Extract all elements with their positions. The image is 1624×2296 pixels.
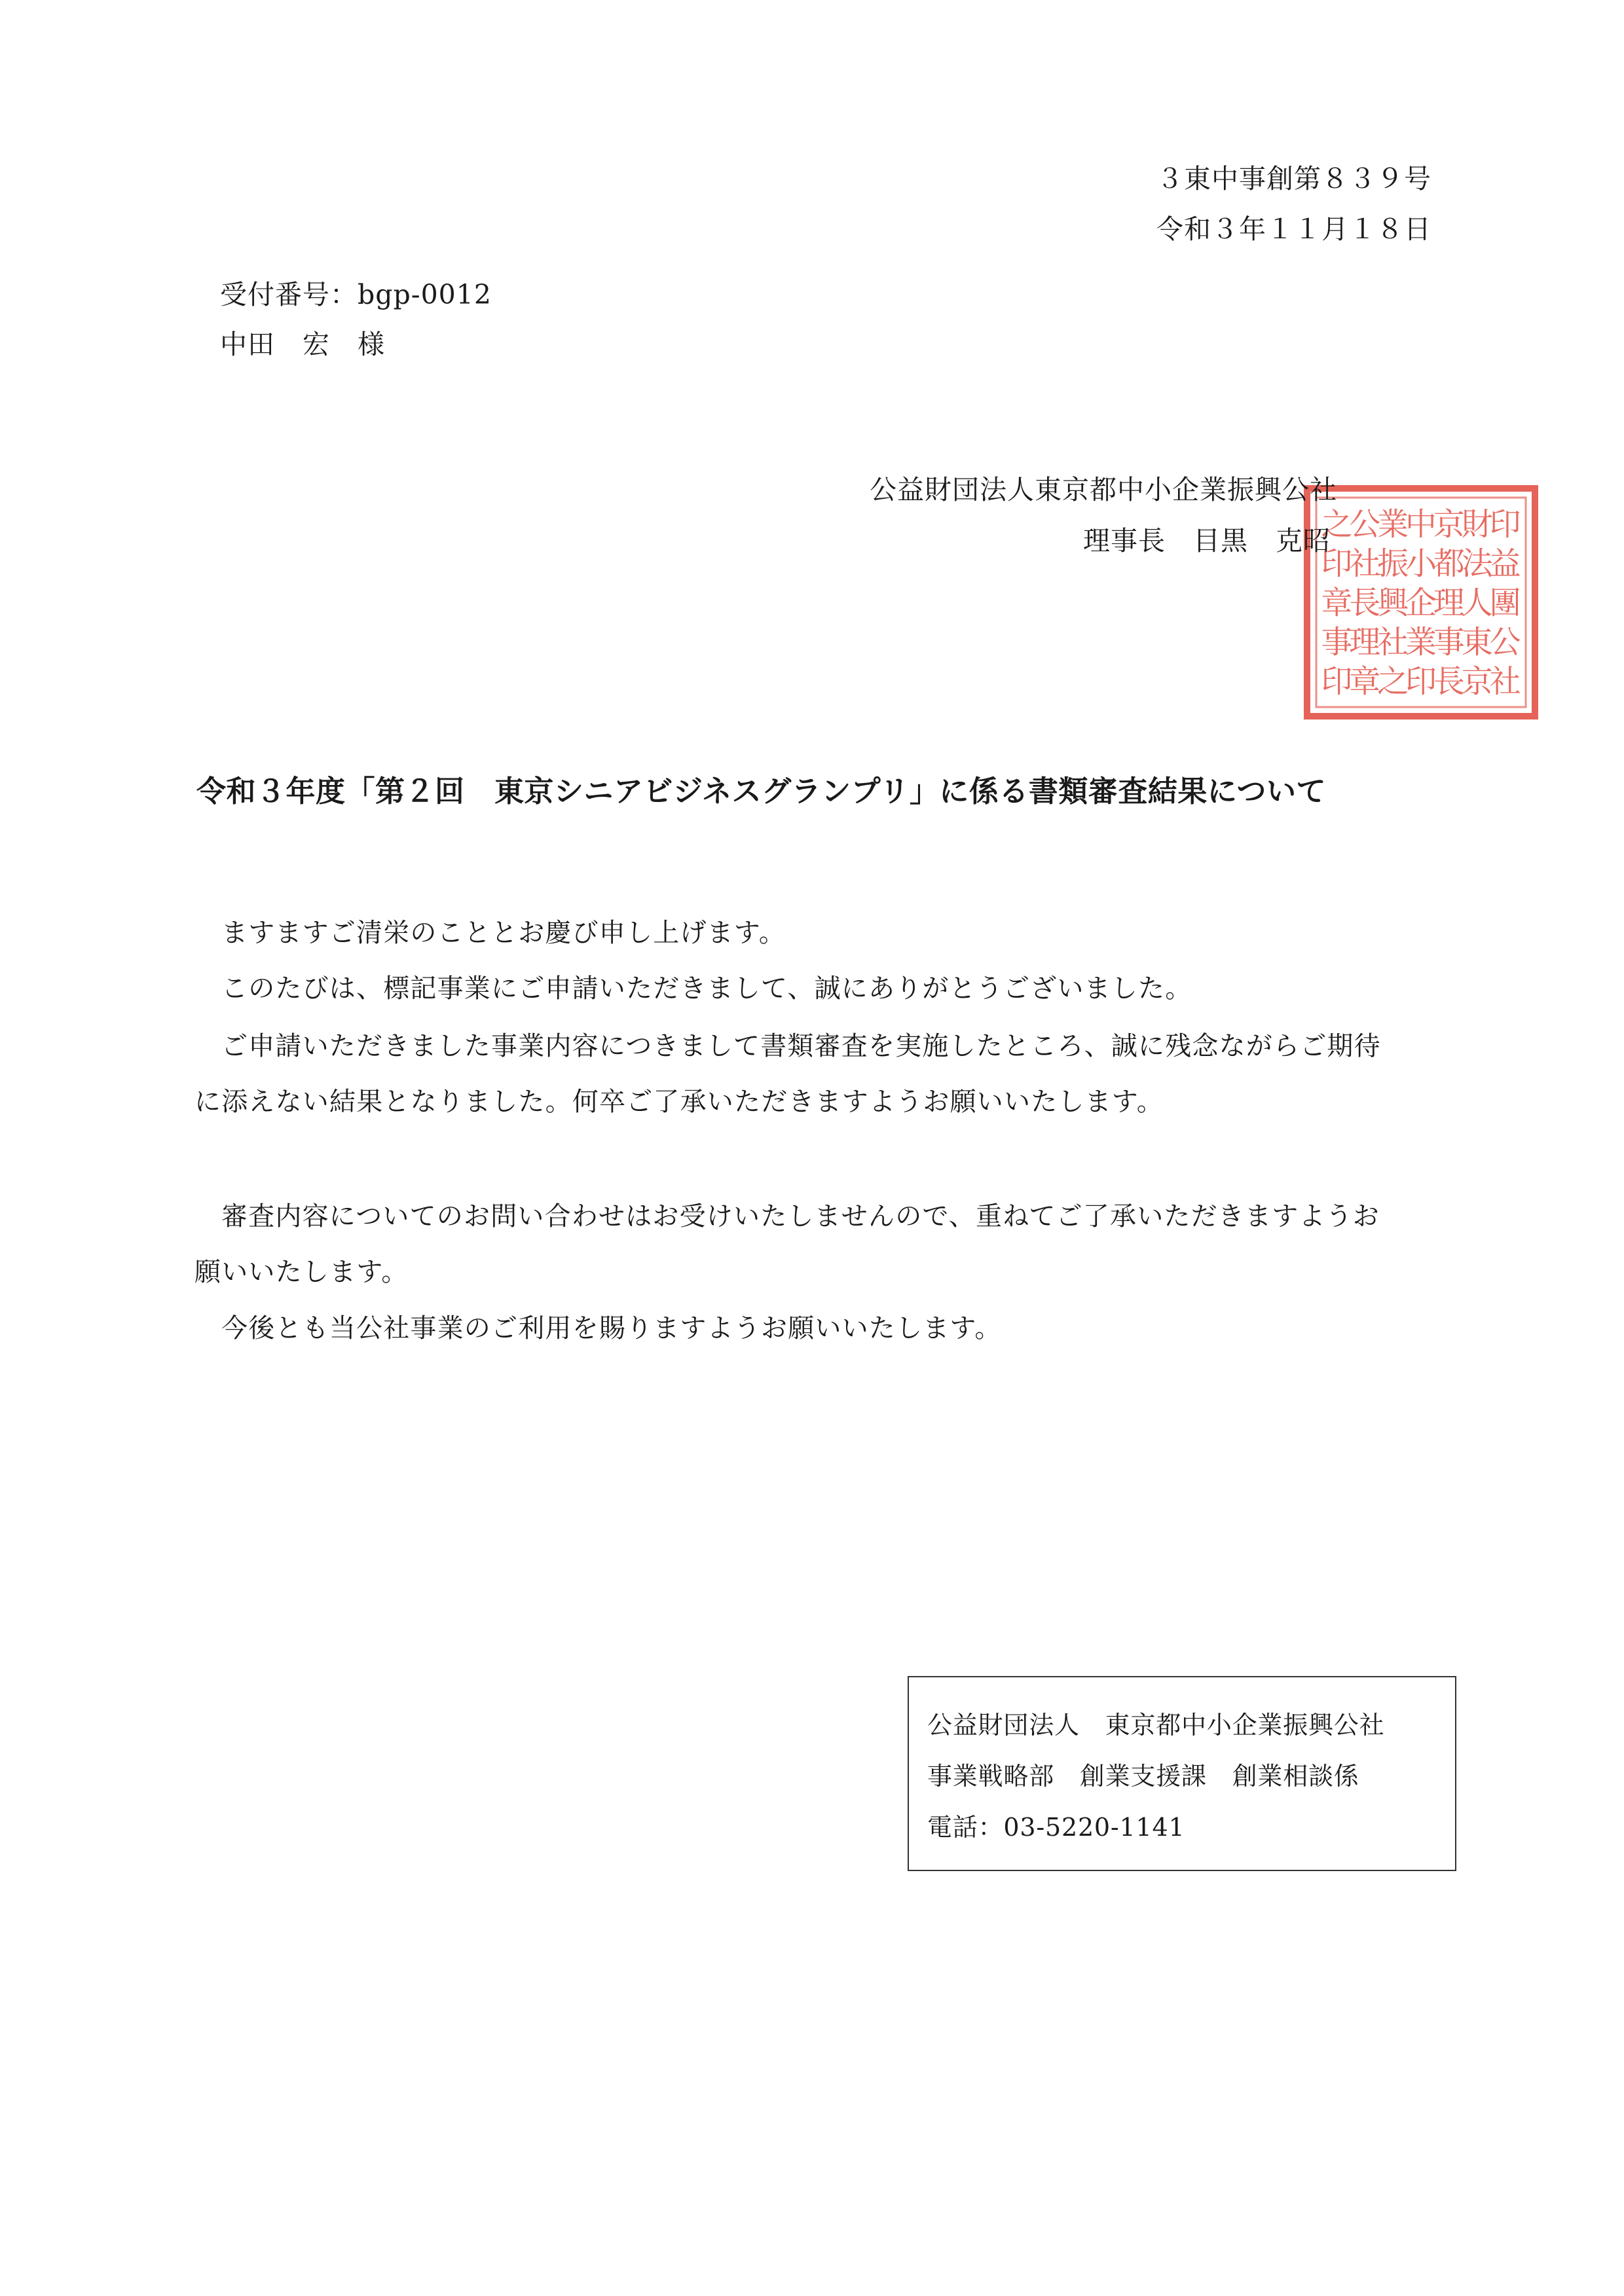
- seal-glyph: 章: [1321, 584, 1353, 621]
- seal-glyph: 益: [1489, 545, 1521, 582]
- seal-glyph: 業: [1405, 623, 1437, 661]
- seal-glyph: 中: [1405, 505, 1437, 543]
- seal-glyph: 企: [1405, 584, 1437, 621]
- seal-glyph: 理: [1433, 584, 1465, 621]
- seal-glyph: 人: [1461, 584, 1493, 621]
- seal-glyph: 財: [1461, 505, 1493, 543]
- contact-info-box: [908, 1676, 1456, 1871]
- seal-glyph: 公: [1349, 505, 1381, 543]
- seal-glyph: 社: [1489, 663, 1521, 700]
- seal-glyph: 社: [1349, 545, 1381, 582]
- seal-glyph: 公: [1489, 623, 1521, 661]
- official-seal: [1303, 484, 1539, 720]
- body-paragraph-result-line-1: ご申請いただきました事業内容につきまして書類審査を実施したところ、誠に残念ながらご期待: [221, 1031, 1381, 1061]
- seal-glyph: 團: [1489, 584, 1521, 621]
- sender-title-name: 理事長 目黒 克昭: [1083, 525, 1331, 556]
- body-paragraph-closing: 今後とも当公社事業のご利用を賜りますようお願いいたします。: [221, 1313, 1002, 1343]
- body-paragraph-inquiry-line-1: 審査内容についてのお問い合わせはお受けいたしませんので、重ねてご了承いただきますようお: [221, 1201, 1380, 1231]
- seal-glyph: 事: [1321, 623, 1353, 661]
- receipt-number: 受付番号：bgp-0012: [220, 279, 492, 310]
- seal-glyph: 之: [1321, 505, 1353, 543]
- seal-glyph: 章: [1349, 663, 1381, 700]
- recipient-name: 中田 宏 様: [220, 329, 385, 360]
- seal-glyph: 社: [1377, 623, 1409, 661]
- document-date: 令和３年１１月１８日: [1156, 213, 1431, 245]
- letter-subject: 令和３年度「第２回 東京シニアビジネスグランプリ」に係る書類審査結果について: [196, 774, 1326, 809]
- body-paragraph-inquiry-line-2: 願いいたします。: [194, 1257, 409, 1287]
- body-paragraph-thanks: このたびは、標記事業にご申請いただきまして、誠にありがとうございました。: [221, 974, 1192, 1004]
- seal-glyph: 印: [1321, 545, 1353, 582]
- seal-glyph: 印: [1489, 505, 1521, 543]
- seal-glyph: 振: [1377, 545, 1409, 582]
- seal-glyph: 法: [1461, 545, 1493, 582]
- body-paragraph-greeting: ますますご清栄のこととお慶び申し上げます。: [221, 918, 786, 948]
- seal-glyph: 事: [1433, 623, 1465, 661]
- seal-glyph: 長: [1349, 584, 1381, 621]
- seal-glyph: 印: [1405, 663, 1437, 700]
- seal-glyph: 業: [1377, 505, 1409, 543]
- contact-phone: 電話：03-5220-1141: [927, 1813, 1185, 1842]
- seal-glyph: 興: [1377, 584, 1409, 621]
- seal-glyph: 印: [1321, 663, 1353, 700]
- seal-glyph: 長: [1433, 663, 1465, 700]
- document-number: ３東中事創第８３９号: [1156, 163, 1431, 194]
- contact-organization: 公益財団法人 東京都中小企業振興公社: [927, 1711, 1385, 1740]
- seal-glyph: 小: [1405, 545, 1437, 582]
- seal-glyph: 之: [1377, 663, 1409, 700]
- seal-glyph: 理: [1349, 623, 1381, 661]
- body-paragraph-result-line-2: に添えない結果となりました。何卒ご了承いただきますようお願いいたします。: [194, 1087, 1164, 1117]
- seal-glyph: 都: [1433, 545, 1465, 582]
- seal-glyph: 京: [1433, 505, 1465, 543]
- contact-department: 事業戦略部 創業支援課 創業相談係: [927, 1762, 1359, 1791]
- seal-glyph: 京: [1461, 663, 1493, 700]
- sender-organization: 公益財団法人東京都中小企業振興公社: [870, 474, 1337, 505]
- seal-glyph: 東: [1461, 623, 1493, 661]
